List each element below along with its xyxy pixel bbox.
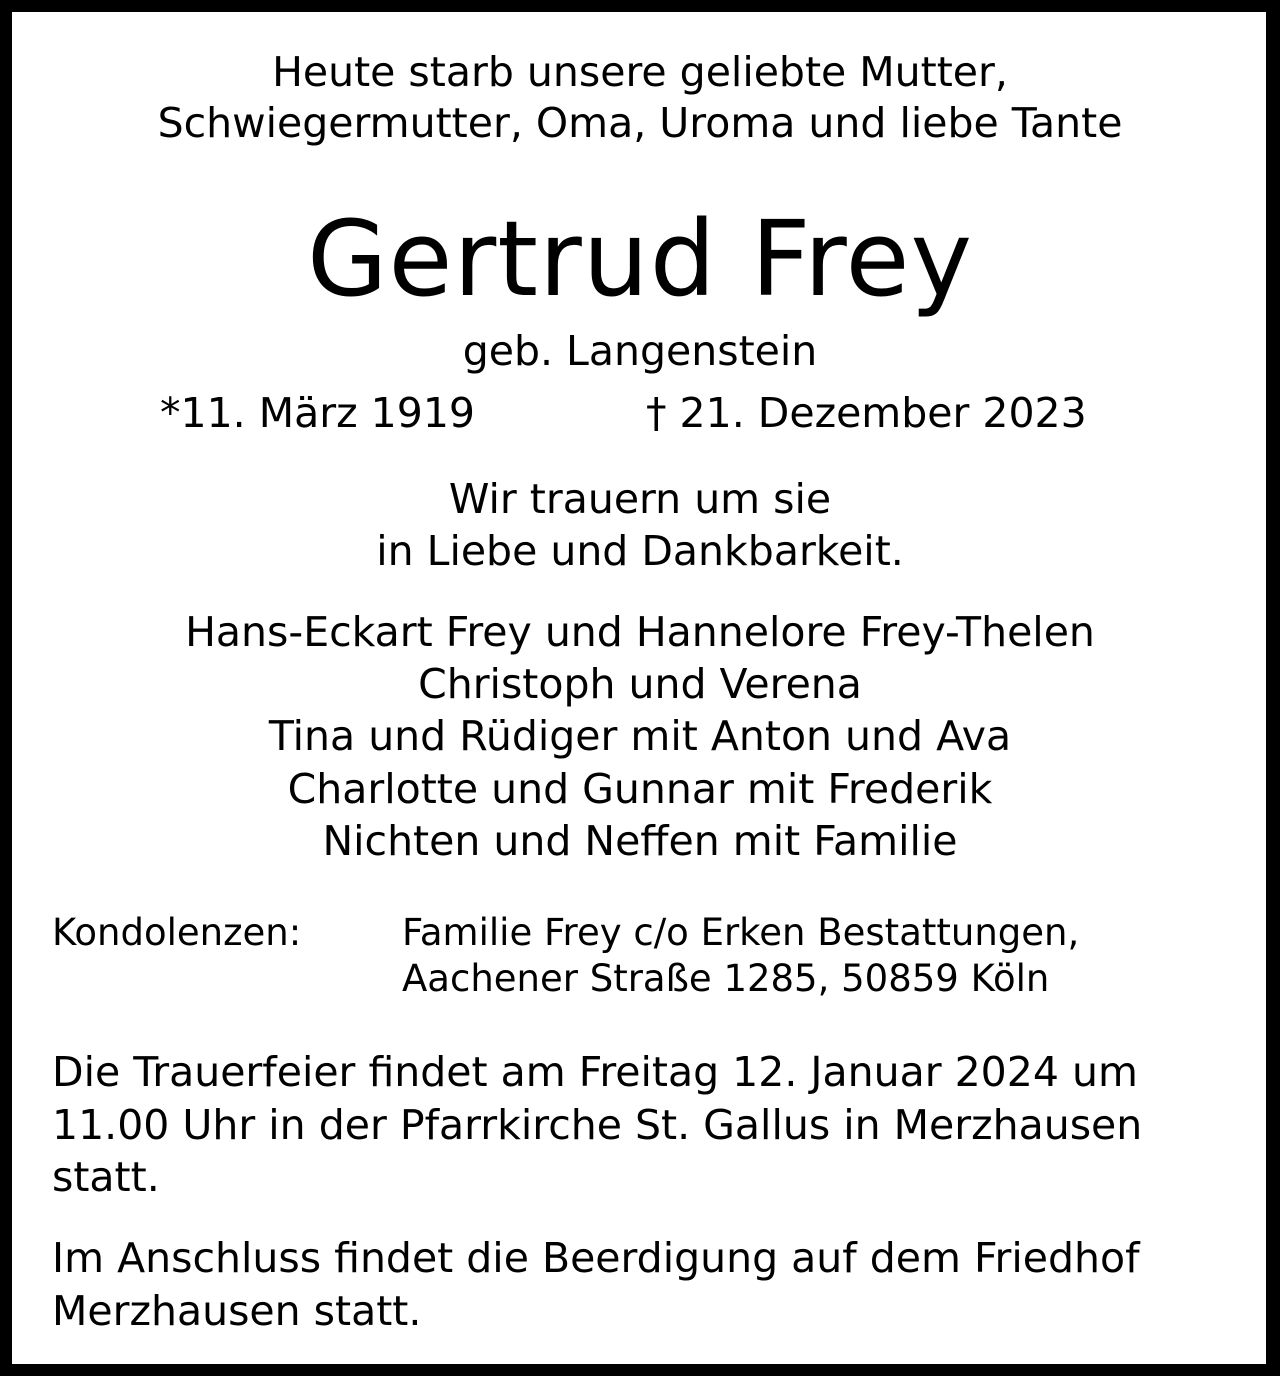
family-member-line: Hans-Eckart Frey und Hannelore Frey-Thelen — [185, 608, 1095, 656]
death-date: † 21. Dezember 2023 — [646, 389, 1087, 437]
service-line-2: 11.00 Uhr in der Pfarrkirche St. Gallus in Merzhausen — [52, 1101, 1143, 1149]
mourning-line-1: Wir trauern um sie — [448, 475, 832, 523]
service-line-3: statt. — [52, 1153, 160, 1201]
family-member-line: Christoph und Verena — [418, 660, 862, 708]
deceased-name: Gertrud Frey — [306, 198, 974, 320]
family-member-line: Tina und Rüdiger mit Anton und Ava — [268, 712, 1012, 760]
burial-line-1: Im Anschluss findet die Beerdigung auf dem Friedhof — [52, 1234, 1140, 1282]
family-member-line: Nichten und Neffen mit Familie — [322, 817, 958, 865]
mourning-line-2: in Liebe und Dankbarkeit. — [376, 527, 904, 575]
family-member-line: Charlotte und Gunnar mit Frederik — [287, 765, 993, 813]
intro-line-1: Heute starb unsere geliebte Mutter, — [272, 48, 1008, 96]
condolences-address-line-2: Aachener Straße 1285, 50859 Köln — [402, 957, 1050, 1000]
maiden-name: geb. Langenstein — [462, 327, 818, 375]
birth-date: *11. März 1919 — [160, 389, 475, 437]
condolences-label: Kondolenzen: — [52, 911, 302, 954]
intro-line-2: Schwiegermutter, Oma, Uroma und liebe Tante — [157, 99, 1123, 147]
condolences-address-line-1: Familie Frey c/o Erken Bestattungen, — [402, 911, 1080, 954]
burial-line-2: Merzhausen statt. — [52, 1287, 422, 1335]
service-line-1: Die Trauerfeier findet am Freitag 12. Januar 2024 um — [52, 1048, 1138, 1096]
